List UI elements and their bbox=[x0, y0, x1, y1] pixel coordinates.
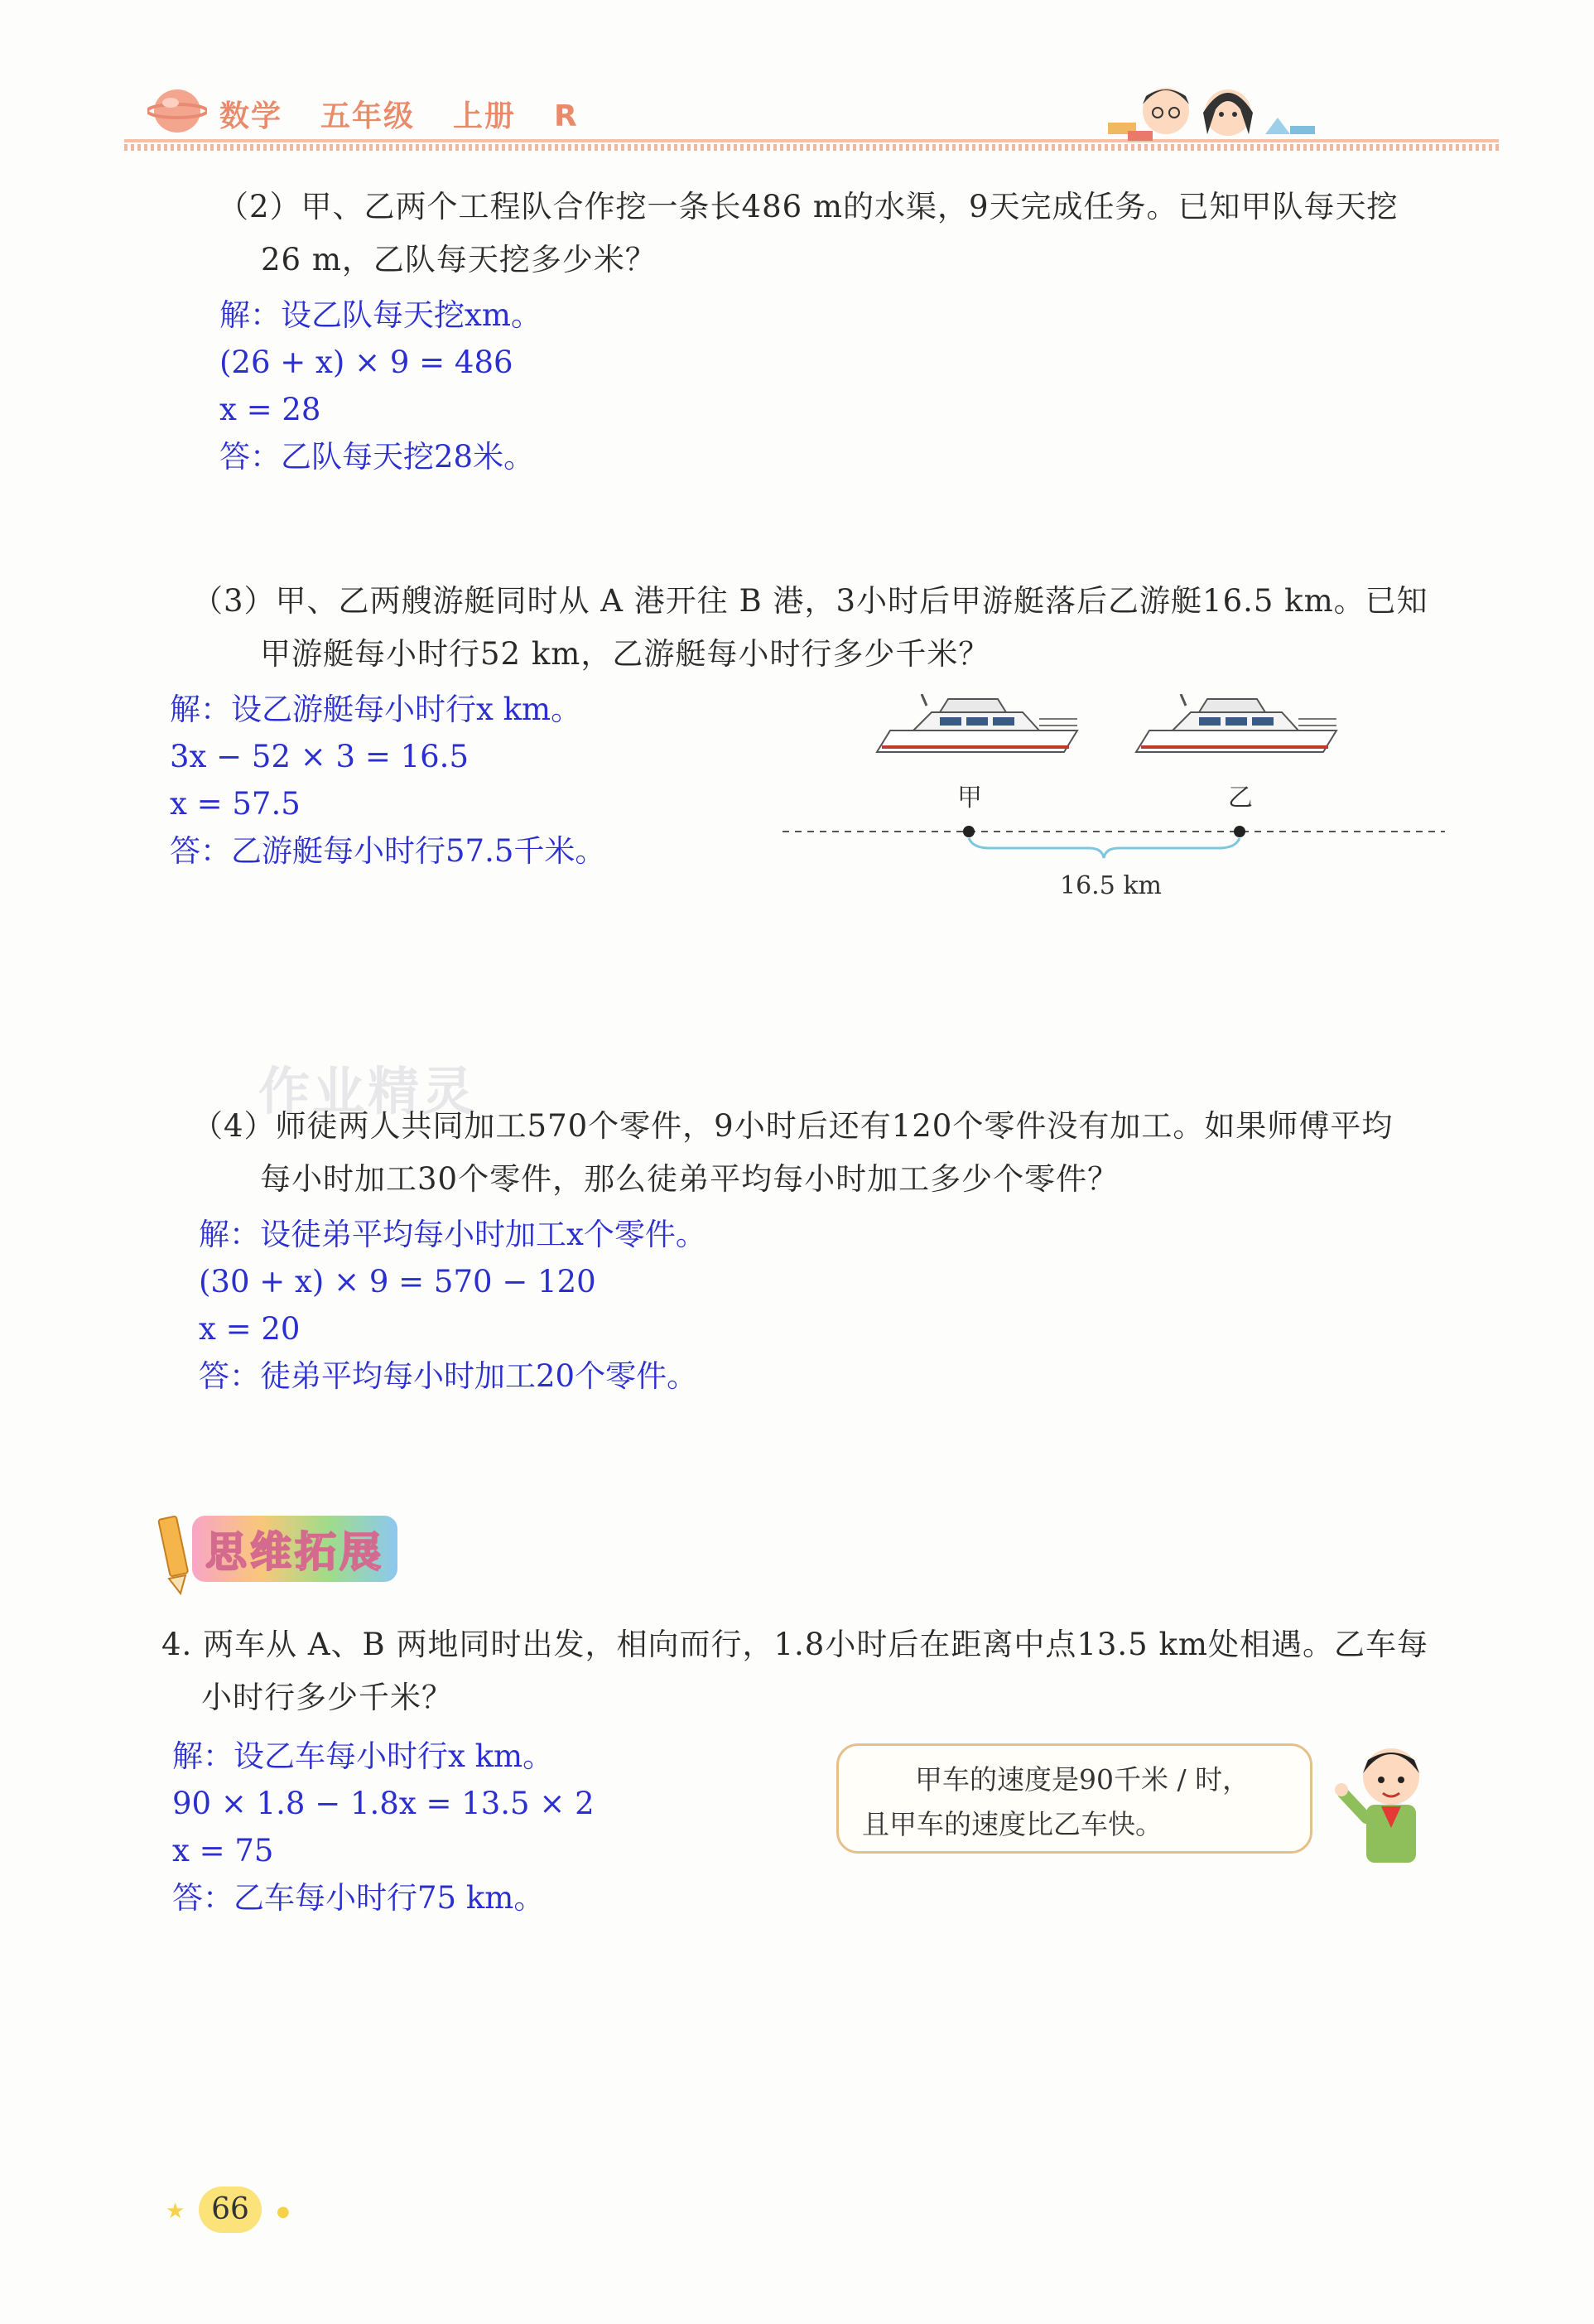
header-subject: 数学 bbox=[219, 99, 283, 133]
q4-text bbox=[192, 1100, 1393, 1206]
q3-text bbox=[192, 575, 1428, 681]
q4-answer bbox=[199, 1211, 706, 1400]
p4-answer bbox=[172, 1733, 595, 1921]
header-edition: R bbox=[554, 99, 579, 133]
hint-bubble bbox=[836, 1743, 1312, 1854]
q2-answer-line: 解：设乙队每天挖xm。 bbox=[219, 297, 542, 333]
page-number: 66 bbox=[199, 2187, 262, 2233]
boat-a-label: 甲 bbox=[957, 784, 982, 812]
q4-line2: 每小时加工30个零件，那么徒弟平均每小时加工多少个零件？ bbox=[260, 1161, 1120, 1197]
q2-answer-line: 答：乙队每天挖28米。 bbox=[219, 439, 535, 475]
distance-line bbox=[783, 820, 1445, 873]
p4-answer-line: 解：设乙车每小时行x km。 bbox=[172, 1738, 554, 1774]
p4-line1: 4. 两车从 A、B 两地同时出发，相向而行，1.8小时后在距离中点13.5 km处相遇。乙车每 bbox=[161, 1627, 1428, 1662]
q4-answer-line: x = 20 bbox=[199, 1311, 301, 1347]
header-planet-icon bbox=[147, 86, 207, 139]
q4-answer-line: 答：徒弟平均每小时加工20个零件。 bbox=[199, 1358, 698, 1394]
q2-answer bbox=[219, 292, 542, 480]
pencil-icon bbox=[157, 1512, 190, 1598]
boy-character-illustration bbox=[1332, 1735, 1439, 1888]
header-kids-illustration bbox=[1108, 76, 1332, 154]
header-grade: 五年级 bbox=[320, 99, 416, 133]
q3-answer-line: 3x − 52 × 3 = 16.5 bbox=[170, 739, 469, 774]
hint-line2: 且甲车的速度比乙车快。 bbox=[862, 1808, 1163, 1840]
q3-answer-line: x = 57.5 bbox=[170, 786, 301, 822]
p4-answer-line: 答：乙车每小时行75 km。 bbox=[172, 1880, 545, 1916]
star-icon: ★ bbox=[166, 2199, 185, 2224]
q3-answer bbox=[170, 686, 605, 875]
header-title bbox=[219, 93, 617, 135]
q2-answer-line: (26 + x) × 9 = 486 bbox=[219, 345, 513, 380]
q4-answer-line: (30 + x) × 9 = 570 − 120 bbox=[199, 1264, 596, 1299]
q2-text bbox=[218, 181, 1399, 287]
q4-line1: （4）师徒两人共同加工570个零件，9小时后还有120个零件没有加工。如果师傅平均 bbox=[192, 1108, 1394, 1144]
q2-line2: 26 m，乙队每天挖多少米？ bbox=[261, 242, 657, 277]
p4-answer-line: x = 75 bbox=[172, 1833, 274, 1868]
boat-a-icon bbox=[874, 694, 1081, 772]
p4-answer-line: 90 × 1.8 − 1.8x = 13.5 × 2 bbox=[172, 1786, 595, 1821]
section-badge-text: 思维拓展 bbox=[205, 1528, 384, 1576]
boat-b-icon bbox=[1133, 694, 1340, 772]
q2-answer-line: x = 28 bbox=[219, 392, 321, 427]
q2-line1: （2）甲、乙两个工程队合作挖一条长486 m的水渠，9天完成任务。已知甲队每天挖 bbox=[218, 189, 1399, 224]
p4-text bbox=[161, 1618, 1428, 1724]
boat-b-label: 乙 bbox=[1228, 784, 1253, 812]
hint-line1: 甲车的速度是90千米 / 时， bbox=[915, 1763, 1250, 1796]
distance-label: 16.5 km bbox=[1060, 871, 1162, 900]
q3-answer-line: 答：乙游艇每小时行57.5千米。 bbox=[170, 833, 606, 869]
q3-answer-line: 解：设乙游艇每小时行x km。 bbox=[170, 692, 582, 727]
q3-line1: （3）甲、乙两艘游艇同时从 A 港开往 B 港，3小时后甲游艇落后乙游艇16.5 km。已知 bbox=[192, 583, 1428, 619]
watermark-text: 作业精灵 bbox=[258, 1061, 478, 1121]
header-volume: 上册 bbox=[453, 99, 517, 133]
section-badge bbox=[192, 1516, 397, 1582]
q4-answer-line: 解：设徒弟平均每小时加工x个零件。 bbox=[199, 1217, 706, 1252]
p4-line2: 小时行多少千米？ bbox=[201, 1680, 453, 1715]
dot-icon: ● bbox=[277, 2203, 290, 2220]
q3-line2: 甲游艇每小时行52 km，乙游艇每小时行多少千米？ bbox=[260, 636, 990, 672]
